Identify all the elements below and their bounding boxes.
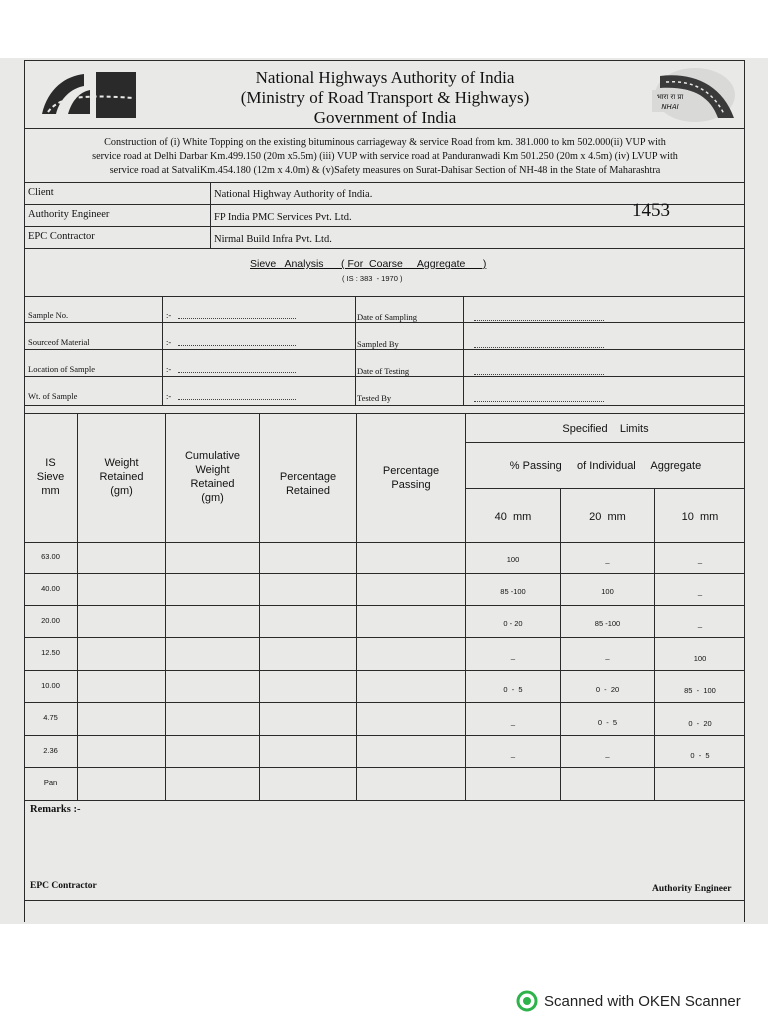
row-12-5-40mm: _ [510,651,516,660]
sample-colon-1: :- [166,310,172,320]
authority-engineer-signature: Authority Engineer [652,884,732,894]
col-cumulative-weight: Cumulative Weight Retained (gm) [184,450,241,504]
form-subtitle: ( IS : 383 - 1970 ) [342,274,403,283]
party-value-authority-engineer: FP India PMC Services Pvt. Ltd. [214,212,352,223]
logo-right-nhai: NHAI [661,103,679,111]
sample-colon-3: :- [166,364,172,374]
header-line-2: (Ministry of Road Transport & Highways) [240,88,530,107]
hline-header-bottom [24,128,745,129]
hline-row-6 [24,735,745,736]
sample-label-date-testing: Date of Testing [357,366,410,376]
row-sieve-2-36: 2.36 [43,746,58,755]
hline-spec-2 [465,488,745,489]
row-10-10mm: 85 - 100 [684,686,716,695]
source-field[interactable] [178,345,296,346]
row-20-10mm: _ [697,619,703,628]
header-line-1: National Highways Authority of India [255,68,515,87]
hline-row-8 [24,800,745,801]
sample-label-weight: Wt. of Sample [28,391,78,401]
remarks-label: Remarks :- [30,804,81,815]
date-testing-field[interactable] [474,374,604,375]
hline-sample-3 [24,376,745,377]
hline-table-top [24,413,745,414]
party-value-epc-contractor: Nirmal Build Infra Pvt. Ltd. [214,234,332,245]
vline-sample-3 [463,296,464,406]
hline-title-bottom [24,296,745,297]
row-10-20mm: 0 - 20 [595,685,620,694]
form-title: Sieve Analysis ( For Coarse Aggregate ) [250,258,487,270]
description-line-3: service road at SatvaliKm.454.180 (12m x 4.0m) & (v)Safety measures on Surat-Dahisar Section of NH-48 in the State of Maharashtra [109,165,661,176]
col-is-sieve: IS Sieve mm [36,457,65,497]
hline-row-3 [24,637,745,638]
nhai-logo-right [652,66,738,124]
passing-individual-header: % Passing of Individual Aggregate [509,460,702,472]
date-sampling-field[interactable] [474,320,604,321]
sampled-by-field[interactable] [474,347,604,348]
row-20-20mm: 85 -100 [594,619,621,628]
party-label-client: Client [28,187,54,198]
sample-colon-2: :- [166,337,172,347]
col-20mm: 20 mm [589,511,626,523]
row-sieve-40: 40.00 [41,584,60,593]
row-sieve-12-5: 12.50 [41,648,60,657]
row-sieve-63: 63.00 [41,552,60,561]
logo-right-hindi: भारा रा प्रा [656,93,684,101]
row-12-5-20mm: _ [605,651,610,660]
hline-row-1 [24,573,745,574]
vline-parties [210,182,211,248]
specified-limits-header: Specified Limits [562,423,649,435]
hline-sample-2 [24,349,745,350]
vline-sample-1 [162,296,163,406]
row-sieve-20: 20.00 [41,616,60,625]
row-sieve-pan: Pan [43,778,58,787]
hline-row-4 [24,670,745,671]
oken-logo-icon [516,990,538,1012]
col-40mm: 40 mm [494,511,532,523]
sample-label-tested-by: Tested By [357,393,392,403]
col-weight-retained: Weight Retained (gm) [99,457,144,497]
row-63-20mm: _ [605,555,610,564]
col-10mm: 10 mm [681,511,719,523]
hline-party-2 [24,226,745,227]
epc-contractor-signature: EPC Contractor [30,881,97,891]
frame-right [744,60,745,922]
row-12-5-10mm: 100 [693,654,707,663]
row-10-40mm: 0 - 5 [503,685,523,694]
hline-party-3 [24,248,745,249]
hline-row-5 [24,702,745,703]
scanner-watermark [516,990,741,1012]
party-label-epc-contractor: EPC Contractor [28,231,95,242]
vline-sample-2 [355,296,356,406]
row-4-75-10mm: 0 - 20 [688,719,712,728]
tested-by-field[interactable] [474,401,604,402]
row-4-75-40mm: _ [510,717,516,726]
row-63-10mm: _ [697,555,703,564]
sample-label-date-sampling: Date of Sampling [357,312,417,322]
row-sieve-10: 10.00 [41,681,60,690]
location-field[interactable] [178,372,296,373]
hline-desc-bottom [24,182,745,183]
nhai-logo-left [38,68,138,122]
row-40-10mm: _ [697,587,703,596]
header-line-3: Government of India [313,108,457,127]
description-line-1: Construction of (i) White Topping on the existing bituminous carriageway & service Road from km. 381.000 to km 502.000(ii) VUP with [104,137,666,148]
description-line-2: service road at Delhi Darbar Km.499.150 (20m x5.5m) (iii) VUP with service road at Panduranwadi Km 501.250 (20m x 4.5m) (iv) LVUP with [92,151,678,162]
hline-row-2 [24,605,745,606]
row-2-36-40mm: _ [510,749,516,758]
hline-sample-4 [24,405,745,406]
row-63-40mm: 100 [506,555,520,564]
party-value-client: National Highway Authority of India. [214,189,373,200]
sheet-number: 1453 [632,200,670,221]
hline-header-end [24,542,745,543]
row-2-36-20mm: _ [605,749,610,758]
row-20-40mm: 0 - 20 [503,619,523,628]
document-sheet [0,58,768,924]
hline-row-7 [24,767,745,768]
scanner-text: Scanned with OKEN Scanner [544,992,741,1010]
sample-label-sample-no: Sample No. [28,310,69,320]
col-percentage-passing: Percentage Passing [382,465,440,491]
sample-label-location: Location of Sample [28,364,96,374]
sample-label-sampled-by: Sampled By [357,339,399,349]
hline-footer-bottom [24,900,745,901]
hline-spec-1 [465,442,745,443]
weight-field[interactable] [178,399,296,400]
sample-colon-4: :- [166,391,172,401]
row-4-75-20mm: 0 - 5 [597,718,618,727]
hline-sample-1 [24,322,745,323]
party-label-authority-engineer: Authority Engineer [28,209,110,220]
row-40-40mm: 85 -100 [500,587,526,596]
sample-label-source: Sourceof Material [28,337,90,347]
sample-no-field[interactable] [178,318,296,319]
col-percentage-retained: Percentage Retained [279,471,337,497]
row-40-20mm: 100 [601,587,614,596]
row-sieve-4-75: 4.75 [43,713,58,722]
frame-top [24,60,745,61]
row-2-36-10mm: 0 - 5 [690,751,710,760]
